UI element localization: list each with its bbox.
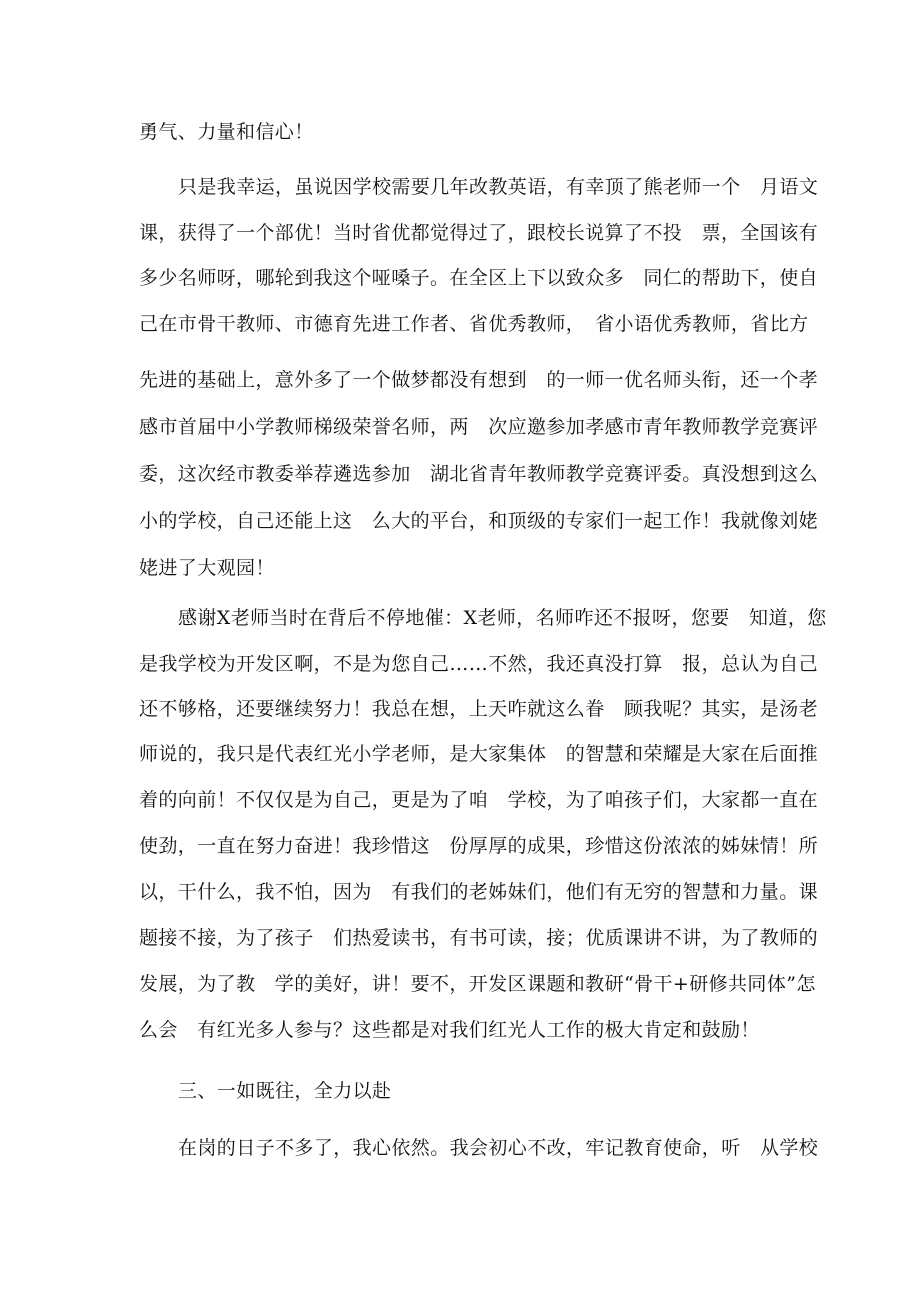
text-line: 己在市骨干教师、市德育先进工作者、省优秀教师， 省小语优秀教师，省比方 (139, 313, 809, 335)
text-line: 姥进了大观园！ (139, 557, 275, 579)
text-line: 在岗的日子不多了，我心依然。我会初心不改，牢记教育使命，听 从学校 (178, 1137, 819, 1159)
text-line: 么会 有红光多人参与？这些都是对我们红光人工作的极大肯定和鼓励！ (139, 1019, 760, 1041)
text-line: 只是我幸运，虽说因学校需要几年改教英语，有幸顶了熊老师一个 月语文 (178, 176, 819, 198)
text-line: 委，这次经市教委举荐遴选参加 湖北省青年教师教学竞赛评委。真没想到这么 (139, 463, 819, 485)
text-line: 题接不接，为了孩子 们热爱读书，有书可读，接；优质课讲不讲，为了教师的 (139, 927, 819, 949)
text-line: 先进的基础上，意外多了一个做梦都没有想到 的一师一优名师头衔，还一个孝 (139, 369, 819, 391)
text-line: 发展，为了教 学的美好，讲！要不，开发区课题和教研“骨干+研修共同体”怎 (139, 973, 816, 995)
text-line: 小的学校，自己还能上这 么大的平台，和顶级的专家们一起工作！我就像刘姥 (139, 510, 819, 532)
text-line: 是我学校为开发区啊，不是为您自己……不然，我还真没打算 报，总认为自己 (139, 653, 819, 675)
text-line: 课，获得了一个部优！当时省优都觉得过了，跟校长说算了不投 票，全国该有 (139, 222, 819, 244)
section-heading: 三、一如既往，全力以赴 (178, 1080, 392, 1102)
text-line: 以，干什么，我不怕，因为 有我们的老姊妹们，他们有无穷的智慧和力量。课 (139, 881, 819, 903)
text-line: 师说的，我只是代表红光小学老师，是大家集体 的智慧和荣耀是大家在后面推 (139, 743, 819, 765)
text-line: 着的向前！不仅仅是为自己，更是为了咱 学校，为了咱孩子们，大家都一直在 (139, 789, 819, 811)
text-line: 勇气、力量和信心！ (139, 121, 314, 143)
text-line: 还不够格，还要继续努力！我总在想，上天咋就这么眷 顾我呢？其实，是汤老 (139, 698, 819, 720)
text-line: 感市首届中小学教师梯级荣誉名师，两 次应邀参加孝感市青年教师教学竞赛评 (139, 416, 819, 438)
text-line: 使劲，一直在努力奋进！我珍惜这 份厚厚的成果，珍惜这份浓浓的姊妹情！所 (139, 835, 819, 857)
text-line: 多少名师呀，哪轮到我这个哑嗓子。在全区上下以致众多 同仁的帮助下，使自 (139, 267, 819, 289)
text-line: 感谢X老师当时在背后不停地催：X老师，名师咋还不报呀，您要 知道，您 (178, 607, 827, 629)
